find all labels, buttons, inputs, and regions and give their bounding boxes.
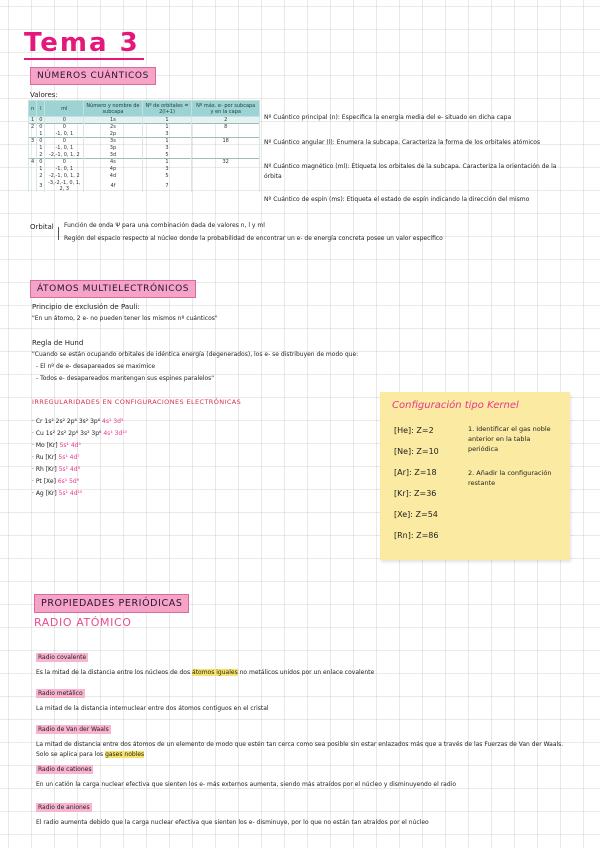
table-row <box>29 145 260 152</box>
radius-item <box>36 756 576 790</box>
table-cell: 1 <box>37 145 45 152</box>
table-header: n <box>29 101 37 117</box>
config-base: · Pt [Xe] <box>32 478 58 485</box>
table-header: ml <box>45 101 84 117</box>
radius-text: La mitad de la distancia internuclear entre dos átomos contiguos en el cristal <box>36 705 269 712</box>
section-multielectron-heading: ÁTOMOS MULTIELECTRÓNICOS <box>30 280 196 298</box>
radius-label: Radio de cationes <box>38 766 92 773</box>
table-cell: 1 <box>142 124 192 131</box>
table-cell: 4p <box>84 166 142 173</box>
radius-label: Radio covalente <box>38 654 87 661</box>
config-valence: 5s¹ 4d⁵ <box>59 442 81 449</box>
irregularities-heading: IRREGULARIDADES EN CONFIGURACIONES ELECTRÓNICAS <box>32 398 242 406</box>
table-row <box>29 124 260 131</box>
radius-description <box>36 780 576 790</box>
table-cell: 3 <box>142 131 192 138</box>
table-header: Nº máx. e- por subcapa y en la capa <box>192 101 260 117</box>
table-cell: -3,-2,-1, 0, 1, 2, 3 <box>45 180 84 192</box>
table-cell: 5 <box>142 152 192 159</box>
radius-text-end: no metálicos unidos por un enlace covalente <box>237 669 375 676</box>
table-cell: 3 <box>142 145 192 152</box>
config-valence: 4s¹ 3d⁵ <box>102 418 124 425</box>
table-header: l <box>37 101 45 117</box>
config-base: · Mo [Kr] <box>32 442 60 449</box>
table-row <box>29 166 260 173</box>
desc-principal: Nº Cuántico principal (n): Especifica la energía media del e- situado en dicha capa <box>264 114 512 121</box>
page-title: Tema 3 <box>24 28 140 58</box>
table-cell: 1 <box>142 117 192 124</box>
noble-gas: [Xe]: Z=54 <box>394 510 438 519</box>
table-row <box>29 131 260 138</box>
noble-gas: [Rn]: Z=86 <box>394 531 439 540</box>
table-row <box>29 117 260 124</box>
table-cell: -1, 0, 1 <box>45 131 84 138</box>
config-valence: 5s¹ 4d⁸ <box>58 466 80 473</box>
table-cell: 3p <box>84 145 142 152</box>
table-cell: 1 <box>142 138 192 145</box>
radius-description <box>36 668 576 678</box>
irregular-config <box>32 466 232 478</box>
table-cell: 3 <box>37 180 45 192</box>
table-cell: 5 <box>142 173 192 180</box>
table-cell: 3s <box>84 138 142 145</box>
orbital-bracket <box>58 227 59 240</box>
table-row <box>29 152 260 159</box>
radius-item <box>36 680 576 714</box>
table-cell <box>29 152 37 159</box>
table-cell: 4f <box>84 180 142 192</box>
table-row <box>29 173 260 180</box>
config-base: · Ru [Kr] <box>32 454 59 461</box>
radius-description <box>36 818 576 828</box>
radius-text: La mitad de distancia entre dos átomos de un elemento de modo que estén tan cerca como sea posible sin estar enlazados más que a través de las Fuerzas de Van der Waals. Solo se aplica para los <box>36 741 564 758</box>
table-cell: 3 <box>142 166 192 173</box>
table-cell: 0 <box>37 138 45 145</box>
config-base: · Cr 1s² 2s² 2p⁶ 3s² 3p⁶ <box>32 418 103 425</box>
table-cell: 2 <box>29 124 37 131</box>
title-underline <box>24 58 144 60</box>
table-cell <box>192 166 260 173</box>
section-periodic-properties-heading: PROPIEDADES PERIÓDICAS <box>34 594 189 613</box>
radius-item <box>36 644 576 678</box>
table-cell: -1, 0, 1 <box>45 145 84 152</box>
values-label: Valores: <box>30 91 58 99</box>
desc-angular: Nº Cuántico angular (l): Enumera la subcapa. Caracteriza la forma de los orbitales atómicos <box>264 139 541 146</box>
config-base: · Cu 1s² 2s² 2p⁶ 3s² 3p⁶ <box>32 430 104 437</box>
table-row <box>29 159 260 166</box>
config-valence: 5s¹ 4d¹⁰ <box>58 490 83 497</box>
table-cell: 1 <box>37 131 45 138</box>
table-cell <box>29 131 37 138</box>
table-cell: 2 <box>37 152 45 159</box>
table-cell: 0 <box>37 159 45 166</box>
table-cell: -2,-1, 0, 1, 2 <box>45 152 84 159</box>
config-base: · Ag [Kr] <box>32 490 59 497</box>
irregular-config <box>32 478 232 490</box>
table-cell: 0 <box>45 138 84 145</box>
table-cell: 8 <box>192 124 260 131</box>
table-cell <box>29 145 37 152</box>
kernel-sticky-note <box>380 392 570 560</box>
hund-point-1: - El nº de e- desapareados se maximice <box>36 363 156 370</box>
table-header: Número y nombre de subcapa <box>84 101 142 117</box>
kernel-step-1: 1. Identificar el gas noble anterior en la tabla periódica <box>468 425 551 453</box>
desc-magnetic: Nº Cuántico magnético (ml): Etiqueta los orbitales de la subcapa. Caracteriza la orientación de la órbita <box>264 163 557 180</box>
table-cell: 1s <box>84 117 142 124</box>
irregular-config <box>32 454 232 466</box>
table-cell: 2s <box>84 124 142 131</box>
irregular-config <box>32 430 232 442</box>
irregular-config <box>32 418 232 430</box>
orbital-def-2: Región del espacio respecto al núcleo donde la probabilidad de encontrar un e- de energía concreta posee un valor específico <box>64 235 443 242</box>
noble-gas-list <box>394 426 464 552</box>
table-row <box>29 138 260 145</box>
radius-description <box>36 704 576 714</box>
config-valence: 5s¹ 4d⁷ <box>58 454 80 461</box>
section-quantum-numbers-heading: NÚMEROS CUÁNTICOS <box>30 67 156 85</box>
radius-highlight: átomos iguales <box>192 669 238 676</box>
radius-text: En un catión la carga nuclear efectiva que sienten los e- más externos aumenta, siendo más atraídos por el núcleo y disminuyendo el radio <box>36 781 456 788</box>
table-cell: 2 <box>37 173 45 180</box>
table-cell: 3 <box>29 138 37 145</box>
irregular-config <box>32 442 232 454</box>
table-cell <box>29 180 37 192</box>
table-cell: 0 <box>45 159 84 166</box>
radius-label: Radio de aniones <box>38 804 90 811</box>
table-cell: 1 <box>142 159 192 166</box>
table-header: Nº de orbitales = 2(l+1) <box>142 101 192 117</box>
radius-highlight: gases nobles <box>105 751 145 758</box>
pauli-title: Principio de exclusión de Pauli: <box>32 303 140 311</box>
orbital-def-1: Función de onda Ψ para una combinación dada de valores n, l y ml <box>64 222 265 229</box>
table-cell: 1 <box>29 117 37 124</box>
noble-gas: [Ar]: Z=18 <box>394 468 437 477</box>
table-cell <box>192 152 260 159</box>
kernel-step-2: 2. Añadir la configuración restante <box>468 469 552 487</box>
hund-title: Regla de Hund <box>32 339 84 347</box>
table-cell <box>192 131 260 138</box>
table-cell: 0 <box>45 124 84 131</box>
noble-gas: [He]: Z=2 <box>394 426 434 435</box>
table-cell: 7 <box>142 180 192 192</box>
table-cell <box>192 173 260 180</box>
table-cell <box>192 145 260 152</box>
radius-item <box>36 794 576 828</box>
atomic-radius-subheading: RADIO ATÓMICO <box>34 616 132 629</box>
table-cell: -2,-1, 0, 1, 2 <box>45 173 84 180</box>
irregularities-list <box>32 418 232 502</box>
table-cell: 2 <box>192 117 260 124</box>
config-base: · Rh [Kr] <box>32 466 59 473</box>
radius-text: Es la mitad de la distancia entre los núcleos de dos <box>36 669 193 676</box>
config-valence: 6s¹ 5d⁹ <box>57 478 80 485</box>
quantum-table <box>28 100 260 192</box>
table-cell: 4 <box>29 159 37 166</box>
table-cell: 2p <box>84 131 142 138</box>
radius-label: Radio de Van der Waals <box>38 726 109 733</box>
desc-spin: Nº Cuántico de espín (ms): Etiqueta el estado de espín indicando la dirección del mismo <box>264 196 530 203</box>
table-row <box>29 180 260 192</box>
radius-item <box>36 716 576 760</box>
sticky-title: Configuración tipo Kernel <box>392 400 519 411</box>
table-cell: 0 <box>37 117 45 124</box>
table-cell: 4s <box>84 159 142 166</box>
table-cell <box>192 180 260 192</box>
noble-gas: [Kr]: Z=36 <box>394 489 437 498</box>
table-cell: 3d <box>84 152 142 159</box>
table-cell: -1, 0, 1 <box>45 166 84 173</box>
pauli-text: "En un átomo, 2 e- no pueden tener los mismos nº cuánticos" <box>32 315 218 322</box>
orbital-label: Orbital <box>30 223 54 231</box>
table-cell: 4d <box>84 173 142 180</box>
hund-point-2: - Todos e- desapareados mantengan sus espines paralelos" <box>36 375 215 382</box>
table-cell <box>29 173 37 180</box>
radius-text: El radio aumenta debido que la carga nuclear efectiva que sienten los e- disminuye, por lo que no están tan atraídos por el núcleo <box>36 819 429 826</box>
table-cell: 1 <box>37 166 45 173</box>
table-cell: 18 <box>192 138 260 145</box>
table-cell: 0 <box>37 124 45 131</box>
noble-gas: [Ne]: Z=10 <box>394 447 439 456</box>
config-valence: 4s¹ 3d¹⁰ <box>103 430 128 437</box>
radius-label: Radio metálico <box>38 690 83 697</box>
hund-text: "Cuando se están ocupando orbitales de idéntica energía (degenerados), los e- se distribuyen de modo que: <box>32 351 359 358</box>
irregular-config <box>32 490 232 502</box>
table-cell: 32 <box>192 159 260 166</box>
table-cell <box>29 166 37 173</box>
table-cell: 0 <box>45 117 84 124</box>
